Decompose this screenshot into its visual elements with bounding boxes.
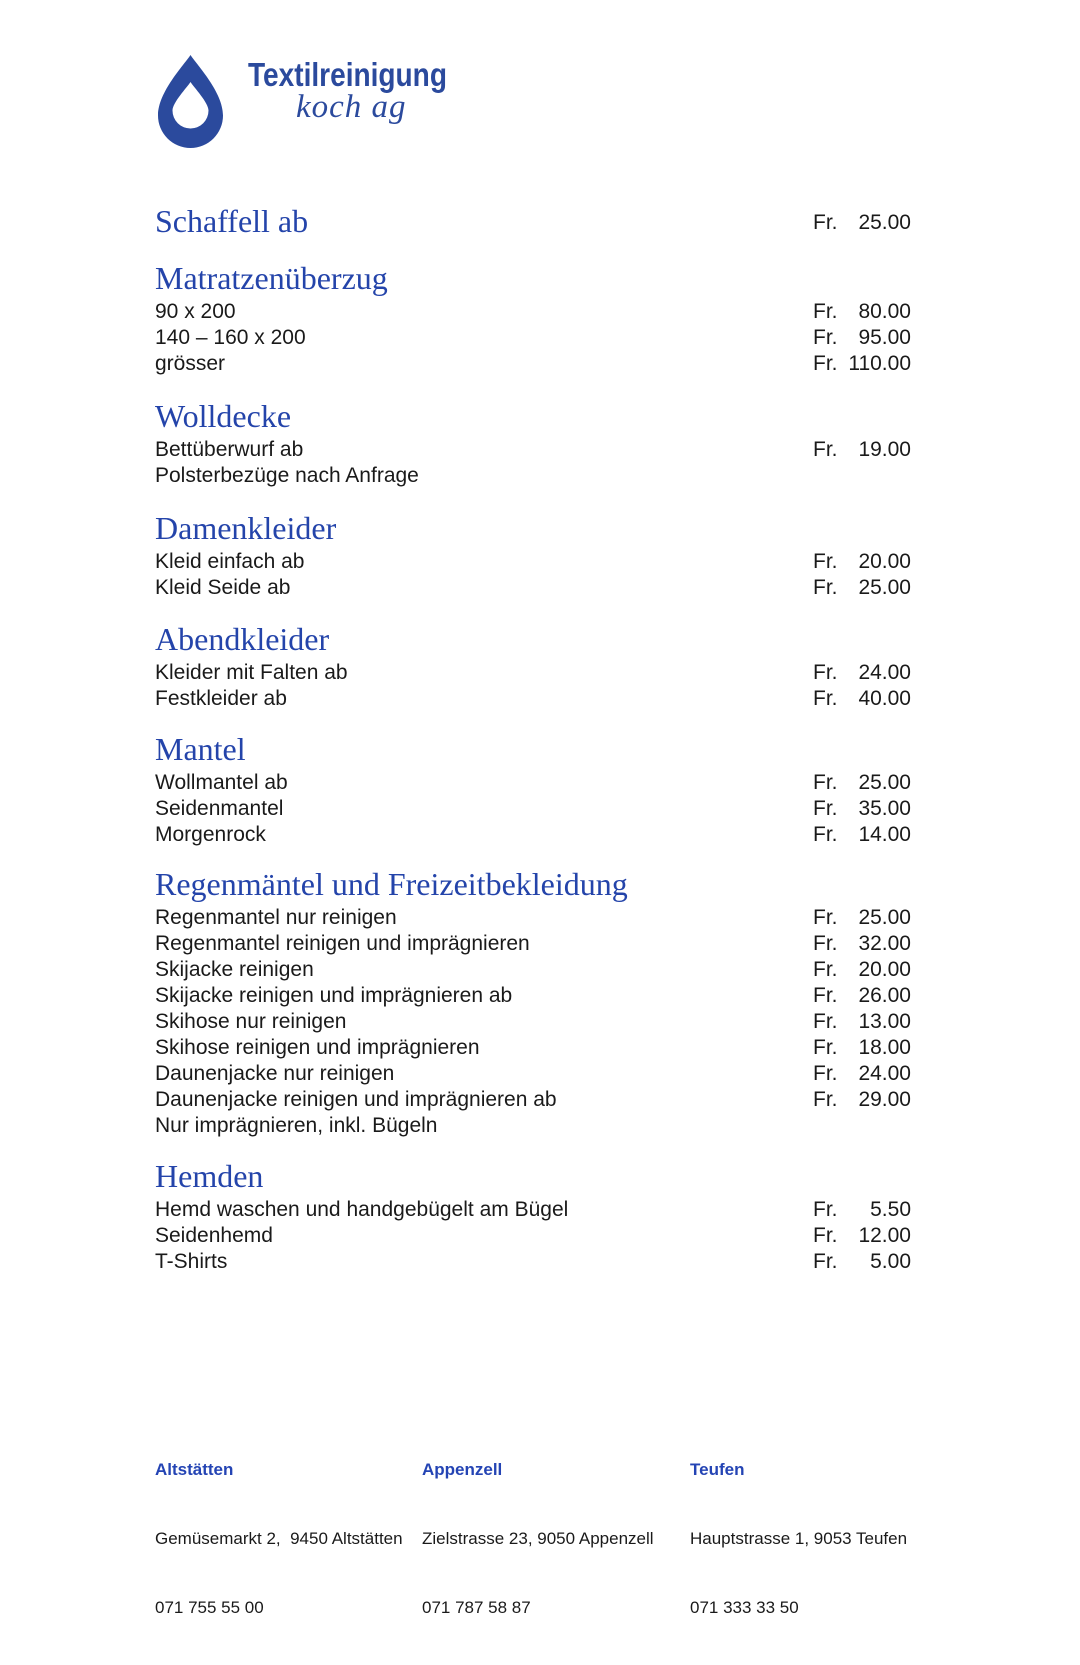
item-label: Daunenjacke reinigen und imprägnieren ab — [155, 1088, 557, 1111]
currency-label: Fr. — [813, 661, 838, 684]
location-city: Teufen — [690, 1460, 745, 1479]
price-item-row — [155, 957, 911, 983]
price-section — [155, 621, 911, 712]
item-label: Kleid einfach ab — [155, 550, 305, 573]
price-section — [155, 260, 911, 377]
currency-label: Fr. — [813, 576, 838, 599]
price-item-row — [155, 983, 911, 1009]
section-heading-row — [155, 866, 911, 902]
item-label: Festkleider ab — [155, 687, 287, 710]
section-title: Mantel — [155, 731, 246, 767]
item-label: 140 – 160 x 200 — [155, 326, 306, 349]
currency-label: Fr. — [813, 1036, 838, 1059]
currency-label: Fr. — [813, 211, 838, 234]
item-price: 20.00 — [858, 550, 911, 573]
currency-label: Fr. — [813, 797, 838, 820]
location-address: Hauptstrasse 1, 9053 Teufen — [690, 1529, 908, 1548]
location-column — [155, 1412, 415, 1665]
item-label: Seidenmantel — [155, 797, 284, 820]
item-label: Skijacke reinigen — [155, 958, 314, 981]
item-price: 18.00 — [858, 1036, 911, 1059]
item-price: 24.00 — [858, 661, 911, 684]
location-address: Zielstrasse 23, 9050 Appenzell — [422, 1529, 654, 1548]
price-section — [155, 866, 911, 1139]
item-label: Bettüberwurf ab — [155, 438, 304, 461]
price-item-row — [155, 549, 911, 575]
brand-subtitle: koch ag — [296, 89, 407, 125]
section-title: Hemden — [155, 1158, 264, 1194]
currency-label: Fr. — [813, 958, 838, 981]
price-item-row — [155, 351, 911, 377]
item-price: 80.00 — [858, 300, 911, 323]
price-section — [155, 398, 911, 489]
currency-label: Fr. — [813, 1250, 838, 1273]
item-label: 90 x 200 — [155, 300, 236, 323]
item-label: Daunenjacke nur reinigen — [155, 1062, 395, 1085]
price-item-row — [155, 660, 911, 686]
item-price: 110.00 — [848, 352, 911, 375]
section-title: Schaffell ab — [155, 203, 309, 239]
item-label: grösser — [155, 352, 226, 375]
location-phone: 071 755 55 00 — [155, 1598, 264, 1617]
price-item-row — [155, 1087, 911, 1113]
price-item-row — [155, 770, 911, 796]
section-heading-row — [155, 1158, 911, 1194]
location-phone: 071 787 58 87 — [422, 1598, 531, 1617]
item-price: 26.00 — [858, 984, 911, 1007]
currency-label: Fr. — [813, 438, 838, 461]
currency-label: Fr. — [813, 550, 838, 573]
item-price: 13.00 — [858, 1010, 911, 1033]
price-section — [155, 1158, 911, 1275]
location-address: Gemüsemarkt 2, 9450 Altstätten — [155, 1529, 403, 1548]
currency-label: Fr. — [813, 932, 838, 955]
item-price: 12.00 — [858, 1224, 911, 1247]
item-label: Nur imprägnieren, inkl. Bügeln — [155, 1114, 438, 1137]
currency-label: Fr. — [813, 823, 838, 846]
item-price: 24.00 — [858, 1062, 911, 1085]
item-label: Kleider mit Falten ab — [155, 661, 348, 684]
locations-footer — [155, 1412, 955, 1617]
currency-label: Fr. — [813, 326, 838, 349]
item-price: 5.50 — [870, 1198, 911, 1221]
currency-label: Fr. — [813, 1088, 838, 1111]
section-title: Wolldecke — [155, 398, 292, 434]
price-item-row — [155, 1009, 911, 1035]
location-city: Appenzell — [422, 1460, 503, 1479]
item-price: 25.00 — [858, 576, 911, 599]
price-item-row — [155, 1061, 911, 1087]
section-title: Damenkleider — [155, 510, 337, 546]
currency-label: Fr. — [813, 906, 838, 929]
price-item-row — [155, 905, 911, 931]
currency-label: Fr. — [813, 352, 838, 375]
currency-label: Fr. — [813, 771, 838, 794]
section-heading-row — [155, 260, 911, 296]
currency-label: Fr. — [813, 1224, 838, 1247]
currency-label: Fr. — [813, 1198, 838, 1221]
price-item-row — [155, 686, 911, 712]
price-item-row — [155, 1113, 911, 1139]
item-price: 35.00 — [858, 797, 911, 820]
section-title: Regenmäntel und Freizeitbekleidung — [155, 866, 628, 902]
price-item-row — [155, 463, 911, 489]
price-item-row — [155, 1249, 911, 1275]
item-label: Wollmantel ab — [155, 771, 288, 794]
location-column — [690, 1412, 950, 1665]
section-heading-row — [155, 398, 911, 434]
price-item-row — [155, 1197, 911, 1223]
item-price: 29.00 — [858, 1088, 911, 1111]
section-heading-row — [155, 510, 911, 546]
price-item-row — [155, 822, 911, 848]
brand-name: Textilreinigung — [248, 56, 447, 93]
item-price: 14.00 — [858, 823, 911, 846]
item-label: Morgenrock — [155, 823, 266, 846]
currency-label: Fr. — [813, 1062, 838, 1085]
item-label: Skijacke reinigen und imprägnieren ab — [155, 984, 513, 1007]
price-item-row — [155, 325, 911, 351]
item-label: Skihose reinigen und imprägnieren — [155, 1036, 480, 1059]
price-item-row — [155, 931, 911, 957]
item-label: Polsterbezüge nach Anfrage — [155, 464, 419, 487]
item-price: 20.00 — [858, 958, 911, 981]
price-list — [155, 203, 911, 1275]
item-price: 32.00 — [858, 932, 911, 955]
currency-label: Fr. — [813, 687, 838, 710]
price-section — [155, 510, 911, 601]
price-item-row — [155, 1035, 911, 1061]
item-price: 25.00 — [858, 211, 911, 234]
price-item-row — [155, 796, 911, 822]
item-price: 40.00 — [858, 687, 911, 710]
item-label: Regenmantel nur reinigen — [155, 906, 397, 929]
location-city: Altstätten — [155, 1460, 234, 1479]
currency-label: Fr. — [813, 1010, 838, 1033]
section-title: Matratzenüberzug — [155, 260, 388, 296]
section-heading-row — [155, 731, 911, 767]
price-item-row — [155, 299, 911, 325]
price-item-row — [155, 575, 911, 601]
price-item-row — [155, 437, 911, 463]
item-price: 25.00 — [858, 771, 911, 794]
section-heading-row — [155, 203, 911, 239]
price-section — [155, 203, 911, 239]
item-price: 5.00 — [870, 1250, 911, 1273]
section-title: Abendkleider — [155, 621, 330, 657]
item-price: 95.00 — [858, 326, 911, 349]
item-label: Kleid Seide ab — [155, 576, 291, 599]
section-heading-row — [155, 621, 911, 657]
item-label: T-Shirts — [155, 1250, 228, 1273]
item-price: 19.00 — [858, 438, 911, 461]
location-phone: 071 333 33 50 — [690, 1598, 799, 1617]
price-section — [155, 731, 911, 848]
water-drop-icon — [158, 55, 223, 148]
item-label: Skihose nur reinigen — [155, 1010, 347, 1033]
currency-label: Fr. — [813, 300, 838, 323]
item-label: Regenmantel reinigen und imprägnieren — [155, 932, 530, 955]
currency-label: Fr. — [813, 984, 838, 1007]
location-column — [422, 1412, 682, 1665]
item-price: 25.00 — [858, 906, 911, 929]
item-label: Hemd waschen und handgebügelt am Bügel — [155, 1198, 569, 1221]
item-label: Seidenhemd — [155, 1224, 273, 1247]
price-item-row — [155, 1223, 911, 1249]
